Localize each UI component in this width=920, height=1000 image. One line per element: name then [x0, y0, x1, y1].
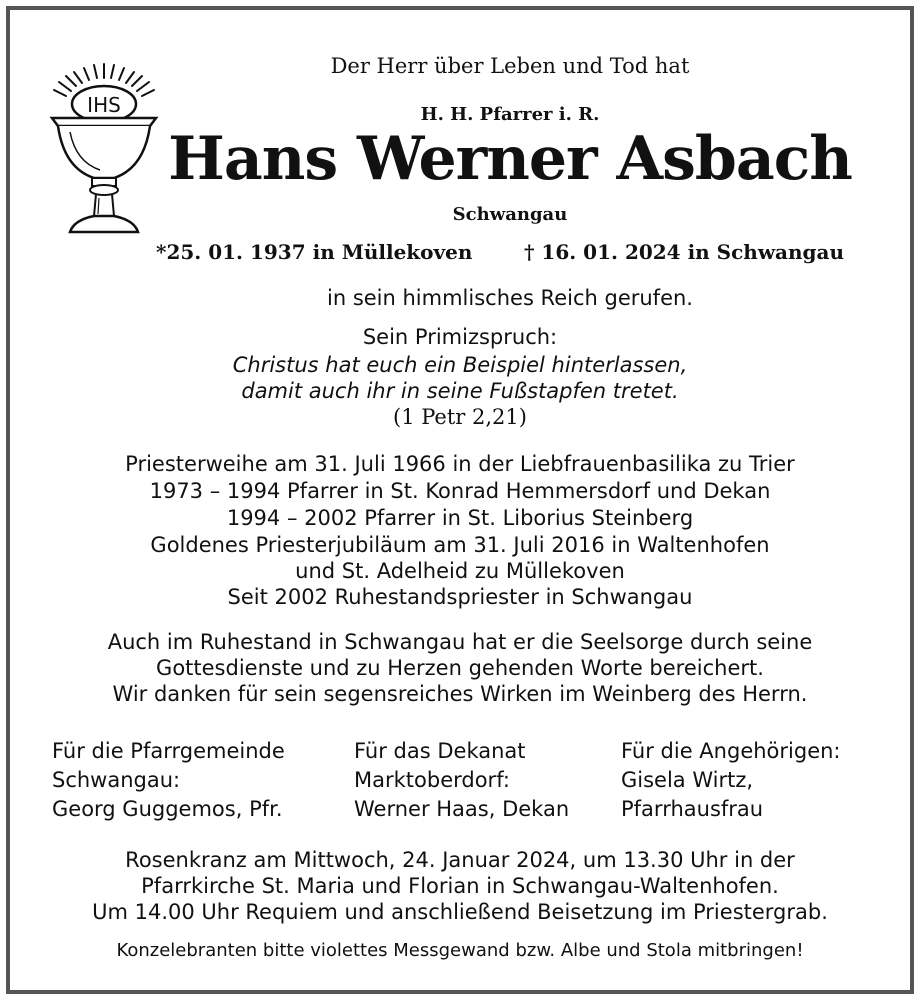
- signature-parish: [52, 737, 285, 824]
- career-line: Goldenes Priesterjubiläum am 31. Juli 2016 in Waltenhofen: [150, 533, 770, 557]
- thanks-line: Wir danken für sein segensreiches Wirken im Weinberg des Herrn.: [112, 682, 808, 706]
- signature-line: Für die Angehörigen:: [621, 739, 841, 763]
- career-line: Priesterweihe am 31. Juli 1966 in der Liebfrauenbasilika zu Trier: [125, 452, 795, 476]
- intro-text: Der Herr über Leben und Tod hat: [330, 54, 690, 78]
- svg-text:IHS: IHS: [87, 93, 121, 117]
- motto-reference: (1 Petr 2,21): [393, 405, 527, 429]
- deceased-name: Hans Werner Asbach: [168, 124, 852, 194]
- signature-line: Werner Haas, Dekan: [354, 797, 570, 821]
- career-line: und St. Adelheid zu Müllekoven: [295, 559, 625, 583]
- signature-deanery: [354, 737, 569, 824]
- signature-line: Georg Guggemos, Pfr.: [52, 797, 283, 821]
- motto-heading: Sein Primizspruch:: [362, 325, 558, 349]
- career-line: 1994 – 2002 Pfarrer in St. Liborius Steinberg: [226, 506, 694, 530]
- service-line: Pfarrkirche St. Maria und Florian in Schwangau-Waltenhofen.: [141, 874, 779, 898]
- place-text: Schwangau: [452, 204, 568, 225]
- thanks-line: Auch im Ruhestand in Schwangau hat er die Seelsorge durch seine: [107, 630, 813, 654]
- signature-line: Schwangau:: [52, 768, 181, 792]
- signature-relatives: [621, 737, 841, 824]
- signature-line: Gisela Wirtz,: [621, 768, 754, 792]
- signature-line: Für das Dekanat: [354, 739, 526, 763]
- thanks-line: Gottesdienste und zu Herzen gehenden Worte bereichert.: [156, 656, 764, 680]
- career-line: Seit 2002 Ruhestandspriester in Schwangau: [227, 585, 693, 609]
- death-date: † 16. 01. 2024 in Schwangau: [524, 240, 845, 264]
- motto-line-2: damit auch ihr in seine Fußstapfen tretet.: [241, 379, 679, 403]
- career-line: 1973 – 1994 Pfarrer in St. Konrad Hemmersdorf und Dekan: [149, 479, 771, 503]
- signature-line: Für die Pfarrgemeinde: [52, 739, 285, 763]
- signature-line: Marktoberdorf:: [354, 768, 510, 792]
- title-line: H. H. Pfarrer i. R.: [420, 104, 600, 125]
- called-text: in sein himmlisches Reich gerufen.: [327, 286, 693, 310]
- service-line: Rosenkranz am Mittwoch, 24. Januar 2024, um 13.30 Uhr in der: [125, 848, 795, 872]
- service-line: Um 14.00 Uhr Requiem und anschließend Beisetzung im Priestergrab.: [92, 900, 828, 924]
- vestment-note: Konzelebranten bitte violettes Messgewand bzw. Albe und Stola mitbringen!: [116, 940, 804, 961]
- birth-date: *25. 01. 1937 in Müllekoven: [156, 240, 473, 264]
- motto-line-1: Christus hat euch ein Beispiel hinterlassen,: [232, 353, 688, 377]
- signature-line: Pfarrhausfrau: [621, 797, 764, 821]
